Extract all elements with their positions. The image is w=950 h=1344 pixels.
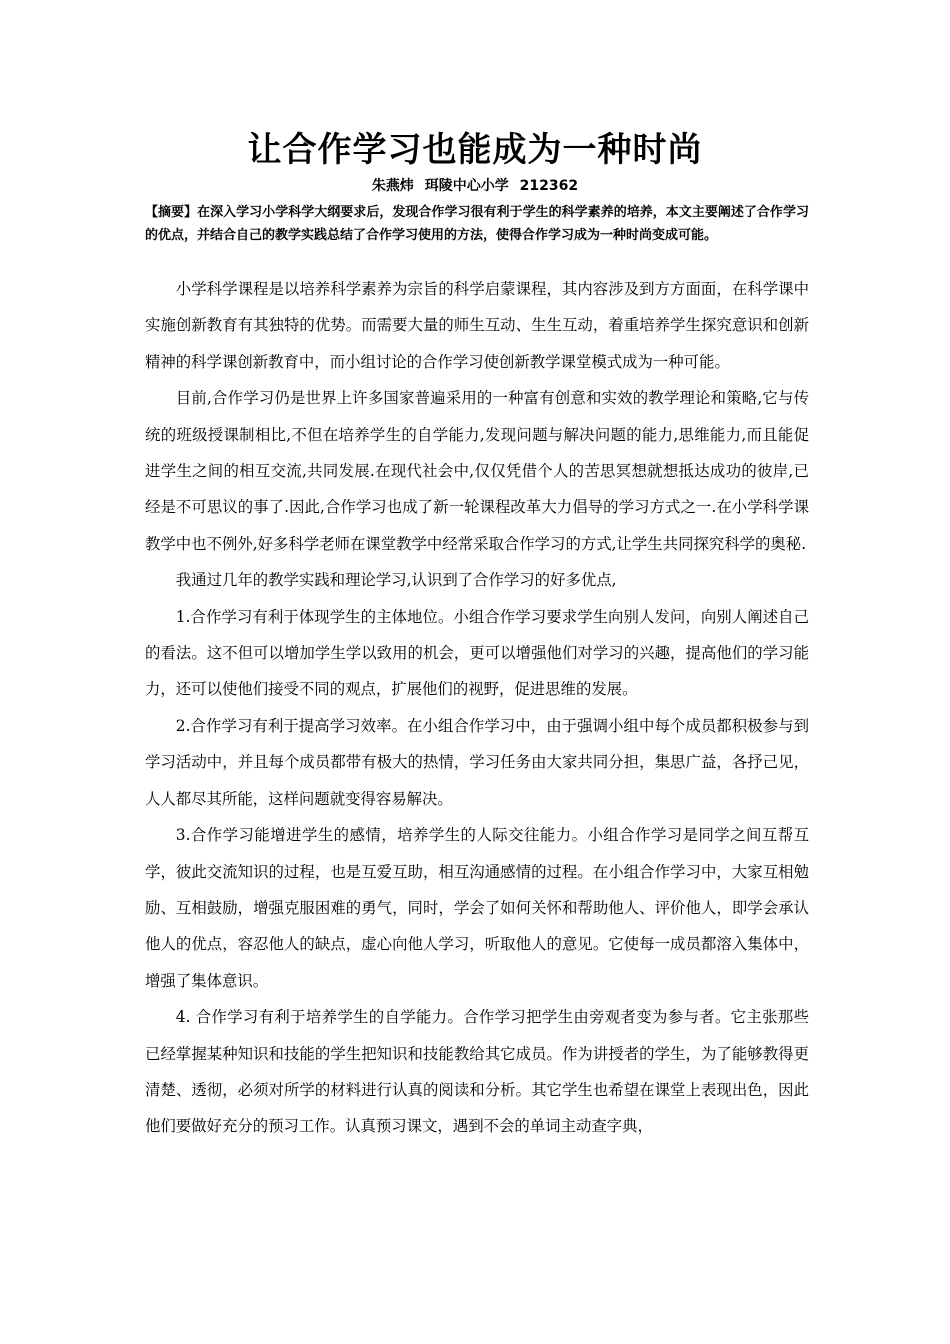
paragraph: 我通过几年的教学实践和理论学习,认识到了合作学习的好多优点, bbox=[175, 571, 617, 590]
abstract-text: 在深入学习小学科学大纲要求后，发现合作学习很有利于学生的科学素养的培养，本文主要阐述了合作学习的优点，并结合自己的教学实践总结了合作学习使用的方法，使得合作学习成为一种时尚变成可能。 bbox=[145, 205, 809, 243]
document-title: 让合作学习也能成为一种时尚 bbox=[247, 130, 703, 170]
author-name: 朱燕炜 bbox=[371, 178, 414, 194]
paragraph: 目前,合作学习仍是世界上许多国家普遍采用的一种富有创意和实效的教学理论和策略,它与传统的班级授课制相比,不但在培养学生的自学能力,发现问题与解决问题的能力,思维能力,而且能促进学生之间的相互交流,共同发展.在现代社会中,仅仅凭借个人的苦思冥想就想抵达成功的彼岸,已经是不可思议的事了.因此,合作学习也成了新一轮课程改革大力倡导的学习方式之一.在小学科学课教学中也不例外,好多科学老师在课堂教学中经常采取合作学习的方式,让学生共同探究科学的奥秘. bbox=[145, 389, 809, 553]
paragraph: 3.合作学习能增进学生的感情，培养学生的人际交往能力。小组合作学习是同学之间互帮互学，彼此交流知识的过程，也是互爱互助，相互沟通感情的过程。在小组合作学习中，大家互相勉励、互相鼓励，增强克服困难的勇气，同时，学会了如何关怀和帮助他人、评价他人，即学会承认他人的优点，容忍他人的缺点，虚心向他人学习，听取他人的意见。它使每一成员都溶入集体中，增强了集体意识。 bbox=[145, 826, 809, 990]
abstract bbox=[145, 201, 809, 247]
paragraph: 小学科学课程是以培养科学素养为宗旨的科学启蒙课程，其内容涉及到方方面面，在科学课中实施创新教育有其独特的优势。而需要大量的师生互动、生生互动，着重培养学生探究意识和创新精神的科学课创新教育中，而小组讨论的合作学习使创新教学课堂模式成为一种可能。 bbox=[145, 280, 809, 371]
abstract-label: 【摘要】 bbox=[145, 205, 198, 220]
paragraph: 4. 合作学习有利于培养学生的自学能力。合作学习把学生由旁观者变为参与者。它主张那些已经掌握某种知识和技能的学生把知识和技能教给其它成员。作为讲授者的学生，为了能够教得更清楚、透彻，必须对所学的材料进行认真的阅读和分析。其它学生也希望在课堂上表现出色，因此他们要做好充分的预习工作。认真预习课文，遇到不会的单词主动查字典， bbox=[145, 1008, 809, 1136]
author-byline bbox=[0, 176, 950, 196]
body-text bbox=[145, 271, 809, 1145]
school-name: 珥陵中心小学 bbox=[424, 178, 509, 194]
postcode: 212362 bbox=[519, 178, 579, 194]
paragraph: 1.合作学习有利于体现学生的主体地位。小组合作学习要求学生向别人发问，向别人阐述自己的看法。这不但可以增加学生学以致用的机会，更可以增强他们对学习的兴趣，提高他们的学习能力，还可以使他们接受不同的观点，扩展他们的视野，促进思维的发展。 bbox=[145, 607, 809, 699]
paragraph: 2.合作学习有利于提高学习效率。在小组合作学习中，由于强调小组中每个成员都积极参与到学习活动中，并且每个成员都带有极大的热情，学习任务由大家共同分担，集思广益，各抒己见，人人都尽其所能，这样问题就变得容易解决。 bbox=[145, 716, 809, 808]
